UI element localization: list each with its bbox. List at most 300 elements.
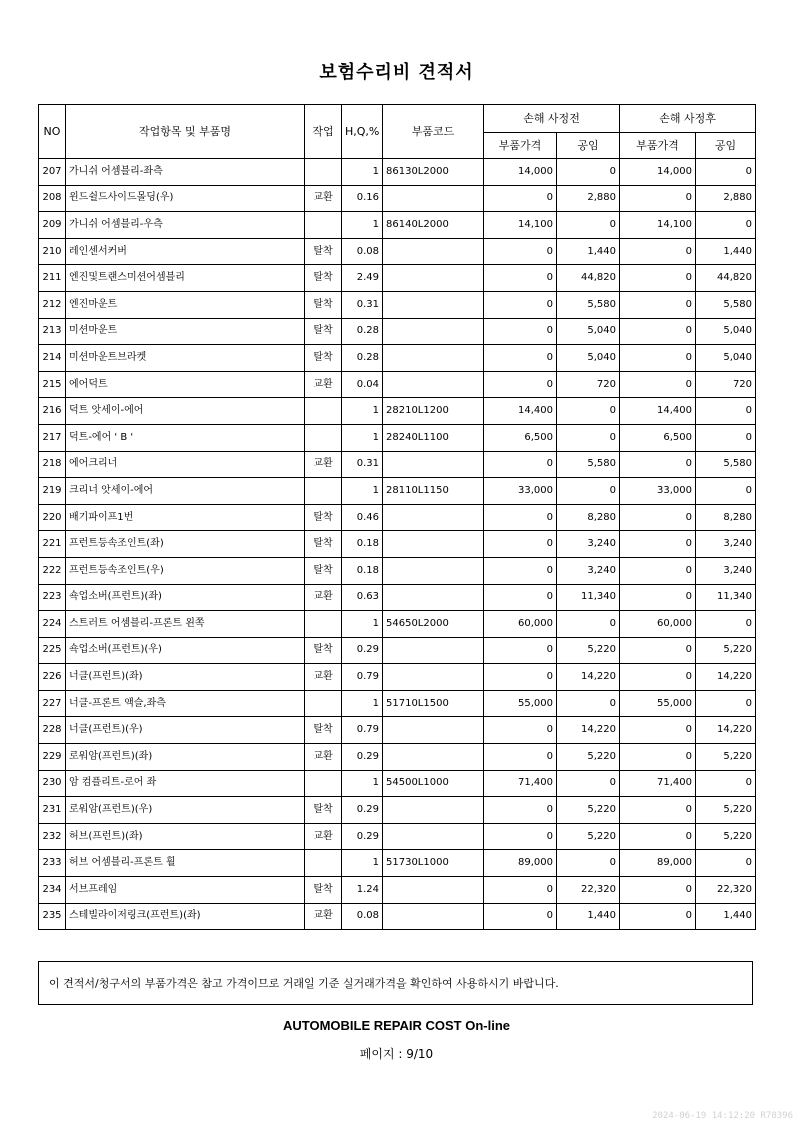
row-work: 탈착: [305, 637, 342, 664]
table-row: [39, 451, 756, 478]
row-hq: 0.28: [342, 318, 383, 345]
row-before-labor: 0: [557, 212, 620, 239]
row-before-part-price: 0: [484, 238, 557, 265]
header-hq: H,Q,%: [342, 105, 383, 159]
row-hq: 0.16: [342, 185, 383, 212]
row-hq: 0.29: [342, 797, 383, 824]
row-after-labor: 22,320: [696, 877, 756, 904]
row-part-code: [383, 451, 484, 478]
row-before-part-price: 0: [484, 877, 557, 904]
row-after-part-price: 60,000: [620, 611, 696, 638]
row-no: 210: [39, 238, 66, 265]
row-item-name: 로워암(프런트)(좌): [66, 744, 305, 771]
row-before-labor: 3,240: [557, 531, 620, 558]
table-row: [39, 212, 756, 239]
row-after-part-price: 0: [620, 744, 696, 771]
page-number: 페이지 : 9/10: [359, 1047, 434, 1061]
row-part-code: [383, 238, 484, 265]
row-before-part-price: 0: [484, 371, 557, 398]
row-before-labor: 8,280: [557, 504, 620, 531]
row-before-labor: 2,880: [557, 185, 620, 212]
row-no: 207: [39, 159, 66, 186]
row-work: 교환: [305, 584, 342, 611]
row-after-labor: 14,220: [696, 664, 756, 691]
row-work: 교환: [305, 371, 342, 398]
row-hq: 0.79: [342, 664, 383, 691]
row-work: [305, 770, 342, 797]
table-row: [39, 770, 756, 797]
row-before-part-price: 14,400: [484, 398, 557, 425]
print-timestamp: 2024-06-19 14:12:20 R70396: [652, 1111, 793, 1121]
row-after-labor: 0: [696, 690, 756, 717]
row-work: 교환: [305, 451, 342, 478]
row-after-part-price: 71,400: [620, 770, 696, 797]
row-after-part-price: 0: [620, 185, 696, 212]
row-after-part-price: 55,000: [620, 690, 696, 717]
row-before-labor: 0: [557, 690, 620, 717]
row-before-part-price: 0: [484, 185, 557, 212]
row-no: 212: [39, 291, 66, 318]
row-before-part-price: 14,100: [484, 212, 557, 239]
row-no: 220: [39, 504, 66, 531]
row-before-labor: 5,040: [557, 318, 620, 345]
row-before-part-price: 0: [484, 584, 557, 611]
header-after: 손해 사정후: [620, 105, 756, 133]
row-hq: 0.18: [342, 557, 383, 584]
row-part-code: [383, 717, 484, 744]
row-before-labor: 0: [557, 850, 620, 877]
table-row: [39, 265, 756, 292]
row-work: 탈착: [305, 531, 342, 558]
table-row: [39, 744, 756, 771]
row-after-labor: 0: [696, 770, 756, 797]
row-before-labor: 0: [557, 424, 620, 451]
row-before-part-price: 0: [484, 717, 557, 744]
table-row: [39, 717, 756, 744]
row-before-labor: 44,820: [557, 265, 620, 292]
row-before-labor: 5,220: [557, 637, 620, 664]
row-hq: 1: [342, 398, 383, 425]
row-after-labor: 5,220: [696, 637, 756, 664]
table-row: [39, 371, 756, 398]
row-before-labor: 1,440: [557, 903, 620, 930]
row-after-part-price: 33,000: [620, 478, 696, 505]
row-no: 211: [39, 265, 66, 292]
row-after-labor: 44,820: [696, 265, 756, 292]
row-before-part-price: 33,000: [484, 478, 557, 505]
row-no: 233: [39, 850, 66, 877]
row-after-labor: 3,240: [696, 531, 756, 558]
row-before-labor: 720: [557, 371, 620, 398]
row-hq: 1: [342, 159, 383, 186]
row-work: [305, 850, 342, 877]
row-after-labor: 0: [696, 212, 756, 239]
row-item-name: 배기파이프1번: [66, 504, 305, 531]
row-before-labor: 0: [557, 398, 620, 425]
row-part-code: 51710L1500: [383, 690, 484, 717]
row-part-code: [383, 584, 484, 611]
table-row: [39, 398, 756, 425]
row-no: 228: [39, 717, 66, 744]
row-before-labor: 14,220: [557, 664, 620, 691]
row-after-labor: 5,220: [696, 744, 756, 771]
row-item-name: 너클-프론트 액슬,좌측: [66, 690, 305, 717]
row-no: 214: [39, 345, 66, 372]
row-before-labor: 5,220: [557, 797, 620, 824]
table-row: [39, 903, 756, 930]
row-no: 209: [39, 212, 66, 239]
table-row: [39, 877, 756, 904]
row-item-name: 윈드쉴드사이드몰딩(우): [66, 185, 305, 212]
row-after-labor: 5,220: [696, 823, 756, 850]
row-after-part-price: 6,500: [620, 424, 696, 451]
header-code: 부품코드: [383, 105, 484, 159]
row-part-code: 28110L1150: [383, 478, 484, 505]
row-hq: 0.04: [342, 371, 383, 398]
row-part-code: [383, 185, 484, 212]
row-item-name: 덕트 앗세이-에어: [66, 398, 305, 425]
table-row: [39, 690, 756, 717]
row-before-labor: 0: [557, 611, 620, 638]
table-header: [39, 105, 756, 159]
row-work: 교환: [305, 823, 342, 850]
row-after-labor: 5,580: [696, 451, 756, 478]
row-hq: 0.29: [342, 637, 383, 664]
row-before-labor: 5,040: [557, 345, 620, 372]
row-part-code: 28240L1100: [383, 424, 484, 451]
row-before-part-price: 55,000: [484, 690, 557, 717]
row-before-labor: 5,220: [557, 744, 620, 771]
row-after-part-price: 0: [620, 238, 696, 265]
row-after-labor: 5,220: [696, 797, 756, 824]
notice-text: 이 견적서/청구서의 부품가격은 참고 가격이므로 거래일 기준 실거래가격을 확인하여 사용하시기 바랍니다.: [49, 977, 559, 990]
table-row: [39, 238, 756, 265]
header-item: 작업항목 및 부품명: [66, 105, 305, 159]
row-work: 교환: [305, 664, 342, 691]
table-row: [39, 504, 756, 531]
row-item-name: 가니쉬 어셈블리-우측: [66, 212, 305, 239]
row-no: 216: [39, 398, 66, 425]
row-item-name: 로워암(프런트)(우): [66, 797, 305, 824]
row-after-part-price: 0: [620, 318, 696, 345]
row-item-name: 가니쉬 어셈블리-좌측: [66, 159, 305, 186]
row-before-labor: 1,440: [557, 238, 620, 265]
row-before-part-price: 89,000: [484, 850, 557, 877]
row-before-labor: 5,580: [557, 291, 620, 318]
row-work: 탈착: [305, 318, 342, 345]
row-hq: 0.29: [342, 744, 383, 771]
row-after-part-price: 0: [620, 531, 696, 558]
row-item-name: 허브(프런트)(좌): [66, 823, 305, 850]
row-work: 탈착: [305, 291, 342, 318]
row-part-code: 86130L2000: [383, 159, 484, 186]
row-item-name: 너클(프런트)(우): [66, 717, 305, 744]
row-hq: 0.46: [342, 504, 383, 531]
row-work: 교환: [305, 903, 342, 930]
row-part-code: [383, 823, 484, 850]
row-part-code: [383, 318, 484, 345]
row-after-labor: 5,040: [696, 345, 756, 372]
table-row: [39, 159, 756, 186]
table-row: [39, 478, 756, 505]
row-after-labor: 5,580: [696, 291, 756, 318]
header-work: 작업: [305, 105, 342, 159]
row-work: [305, 398, 342, 425]
row-item-name: 에어덕트: [66, 371, 305, 398]
row-part-code: [383, 664, 484, 691]
row-before-labor: 0: [557, 159, 620, 186]
row-work: [305, 424, 342, 451]
row-no: 208: [39, 185, 66, 212]
row-before-part-price: 60,000: [484, 611, 557, 638]
row-item-name: 암 컴플리트-로어 좌: [66, 770, 305, 797]
row-work: 탈착: [305, 345, 342, 372]
row-work: 탈착: [305, 557, 342, 584]
row-after-part-price: 0: [620, 717, 696, 744]
table-row: [39, 318, 756, 345]
document-title: 보험수리비 견적서: [319, 62, 474, 83]
row-part-code: [383, 797, 484, 824]
row-before-part-price: 0: [484, 318, 557, 345]
row-item-name: 쇽업소버(프런트)(우): [66, 637, 305, 664]
header-after-part-price: 부품가격: [620, 133, 696, 159]
row-after-labor: 0: [696, 398, 756, 425]
row-after-part-price: 0: [620, 797, 696, 824]
row-item-name: 크리너 앗세이-에어: [66, 478, 305, 505]
row-hq: 1: [342, 850, 383, 877]
row-before-part-price: 0: [484, 903, 557, 930]
row-no: 223: [39, 584, 66, 611]
header-before-part-price: 부품가격: [484, 133, 557, 159]
row-after-part-price: 0: [620, 291, 696, 318]
row-item-name: 스테빌라이저링크(프런트)(좌): [66, 903, 305, 930]
row-after-labor: 0: [696, 478, 756, 505]
row-after-part-price: 14,000: [620, 159, 696, 186]
row-part-code: [383, 637, 484, 664]
row-work: 탈착: [305, 717, 342, 744]
row-before-labor: 3,240: [557, 557, 620, 584]
table-row: [39, 291, 756, 318]
row-work: [305, 690, 342, 717]
row-after-labor: 720: [696, 371, 756, 398]
row-hq: 1.24: [342, 877, 383, 904]
row-work: [305, 212, 342, 239]
row-hq: 0.18: [342, 531, 383, 558]
row-hq: 1: [342, 478, 383, 505]
header-after-labor: 공임: [696, 133, 756, 159]
row-before-part-price: 0: [484, 557, 557, 584]
row-after-part-price: 0: [620, 265, 696, 292]
row-no: 222: [39, 557, 66, 584]
row-after-part-price: 0: [620, 584, 696, 611]
row-after-labor: 0: [696, 611, 756, 638]
row-before-labor: 0: [557, 478, 620, 505]
row-before-labor: 11,340: [557, 584, 620, 611]
table-row: [39, 531, 756, 558]
row-before-part-price: 0: [484, 291, 557, 318]
table-row: [39, 345, 756, 372]
row-before-part-price: 0: [484, 744, 557, 771]
table-row: [39, 850, 756, 877]
row-item-name: 프런트등속조인트(좌): [66, 531, 305, 558]
row-item-name: 스트러트 어셈블리-프론트 왼쪽: [66, 611, 305, 638]
row-before-part-price: 0: [484, 504, 557, 531]
row-no: 217: [39, 424, 66, 451]
row-after-part-price: 0: [620, 903, 696, 930]
row-part-code: 54500L1000: [383, 770, 484, 797]
row-before-part-price: 0: [484, 823, 557, 850]
row-before-part-price: 0: [484, 451, 557, 478]
row-part-code: [383, 744, 484, 771]
row-before-part-price: 0: [484, 265, 557, 292]
row-part-code: [383, 345, 484, 372]
row-no: 226: [39, 664, 66, 691]
row-before-part-price: 0: [484, 345, 557, 372]
table-row: [39, 823, 756, 850]
row-before-part-price: 14,000: [484, 159, 557, 186]
row-hq: 0.08: [342, 903, 383, 930]
row-item-name: 프런트등속조인트(우): [66, 557, 305, 584]
row-no: 221: [39, 531, 66, 558]
row-no: 229: [39, 744, 66, 771]
row-after-labor: 5,040: [696, 318, 756, 345]
row-work: [305, 611, 342, 638]
row-before-part-price: 0: [484, 797, 557, 824]
row-work: 탈착: [305, 797, 342, 824]
row-work: [305, 159, 342, 186]
row-work: [305, 478, 342, 505]
row-hq: 0.08: [342, 238, 383, 265]
row-hq: 2.49: [342, 265, 383, 292]
row-hq: 0.28: [342, 345, 383, 372]
row-hq: 0.31: [342, 451, 383, 478]
row-after-labor: 11,340: [696, 584, 756, 611]
row-item-name: 에어크리너: [66, 451, 305, 478]
row-after-part-price: 0: [620, 823, 696, 850]
header-before: 손해 사정전: [484, 105, 620, 133]
row-hq: 0.63: [342, 584, 383, 611]
row-item-name: 서브프레임: [66, 877, 305, 904]
header-before-labor: 공임: [557, 133, 620, 159]
row-before-labor: 0: [557, 770, 620, 797]
row-item-name: 쇽업소버(프런트)(좌): [66, 584, 305, 611]
row-no: 218: [39, 451, 66, 478]
row-after-labor: 0: [696, 850, 756, 877]
row-no: 227: [39, 690, 66, 717]
estimate-table: [38, 104, 756, 930]
row-before-part-price: 0: [484, 531, 557, 558]
table-row: [39, 797, 756, 824]
row-after-part-price: 0: [620, 371, 696, 398]
row-after-part-price: 89,000: [620, 850, 696, 877]
row-hq: 1: [342, 690, 383, 717]
row-no: 213: [39, 318, 66, 345]
row-after-part-price: 14,100: [620, 212, 696, 239]
row-before-labor: 14,220: [557, 717, 620, 744]
table-body: [39, 159, 756, 930]
row-before-labor: 5,220: [557, 823, 620, 850]
row-hq: 1: [342, 212, 383, 239]
row-work: 탈착: [305, 265, 342, 292]
row-no: 230: [39, 770, 66, 797]
row-after-part-price: 0: [620, 345, 696, 372]
row-hq: 0.29: [342, 823, 383, 850]
table-row: [39, 424, 756, 451]
row-item-name: 너클(프런트)(좌): [66, 664, 305, 691]
table-row: [39, 557, 756, 584]
row-work: 탈착: [305, 877, 342, 904]
table-row: [39, 664, 756, 691]
row-part-code: 54650L2000: [383, 611, 484, 638]
table-row: [39, 584, 756, 611]
row-item-name: 미션마운트: [66, 318, 305, 345]
row-part-code: [383, 531, 484, 558]
row-hq: 1: [342, 770, 383, 797]
row-item-name: 엔진및트랜스미션어셈블리: [66, 265, 305, 292]
row-work: 탈착: [305, 238, 342, 265]
row-before-labor: 22,320: [557, 877, 620, 904]
row-after-part-price: 0: [620, 557, 696, 584]
row-before-part-price: 0: [484, 637, 557, 664]
row-after-part-price: 0: [620, 637, 696, 664]
row-before-part-price: 71,400: [484, 770, 557, 797]
table-row: [39, 611, 756, 638]
row-item-name: 덕트-에어 ' B ': [66, 424, 305, 451]
row-part-code: [383, 371, 484, 398]
row-part-code: [383, 877, 484, 904]
row-after-labor: 14,220: [696, 717, 756, 744]
table-row: [39, 185, 756, 212]
row-after-labor: 1,440: [696, 238, 756, 265]
row-work: 교환: [305, 744, 342, 771]
row-after-part-price: 0: [620, 504, 696, 531]
row-no: 225: [39, 637, 66, 664]
table-row: [39, 637, 756, 664]
row-part-code: [383, 291, 484, 318]
row-hq: 1: [342, 424, 383, 451]
row-no: 231: [39, 797, 66, 824]
row-before-labor: 5,580: [557, 451, 620, 478]
row-hq: 0.31: [342, 291, 383, 318]
row-hq: 0.79: [342, 717, 383, 744]
row-no: 215: [39, 371, 66, 398]
row-no: 232: [39, 823, 66, 850]
row-after-labor: 3,240: [696, 557, 756, 584]
row-part-code: [383, 504, 484, 531]
row-no: 224: [39, 611, 66, 638]
row-part-code: [383, 903, 484, 930]
row-no: 234: [39, 877, 66, 904]
row-after-labor: 0: [696, 424, 756, 451]
header-no: NO: [39, 105, 66, 159]
row-work: 교환: [305, 185, 342, 212]
row-part-code: [383, 265, 484, 292]
row-item-name: 레인센서커버: [66, 238, 305, 265]
notice-box: [38, 961, 753, 1005]
footer-brand: AUTOMOBILE REPAIR COST On-line: [282, 1018, 511, 1033]
row-work: 탈착: [305, 504, 342, 531]
row-item-name: 허브 어셈블리-프론트 휠: [66, 850, 305, 877]
row-part-code: 86140L2000: [383, 212, 484, 239]
row-after-labor: 2,880: [696, 185, 756, 212]
row-after-part-price: 0: [620, 664, 696, 691]
row-item-name: 엔진마운트: [66, 291, 305, 318]
row-after-labor: 0: [696, 159, 756, 186]
row-before-part-price: 6,500: [484, 424, 557, 451]
row-after-labor: 8,280: [696, 504, 756, 531]
row-after-part-price: 0: [620, 451, 696, 478]
row-before-part-price: 0: [484, 664, 557, 691]
